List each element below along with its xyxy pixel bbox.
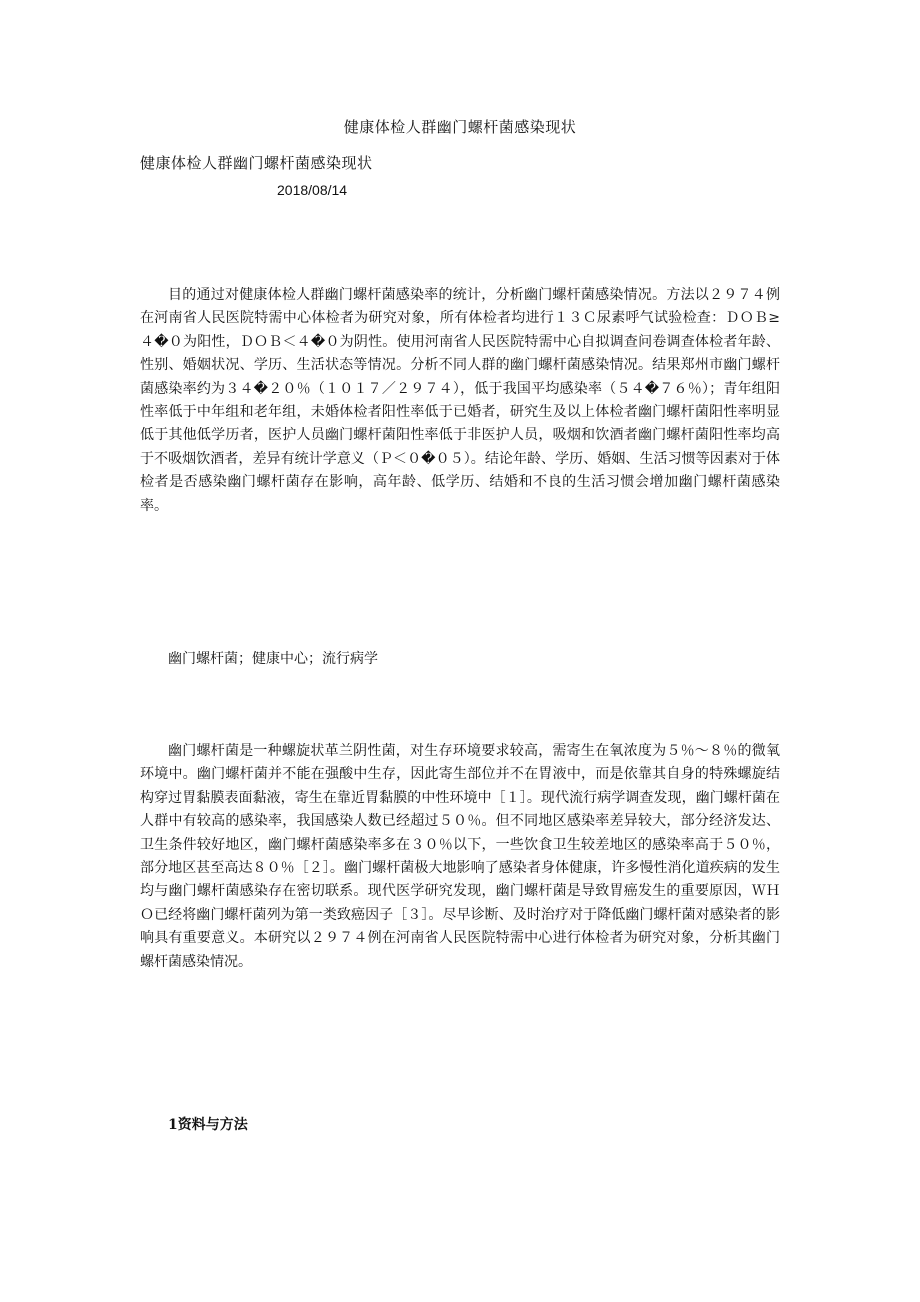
keywords-paragraph: 幽门螺杆菌；健康中心；流行病学: [168, 651, 378, 667]
document-date: 2018/08/14: [277, 182, 348, 198]
document-title: 健康体检人群幽门螺杆菌感染现状: [343, 118, 577, 136]
abstract-paragraph: 目的通过对健康体检人群幽门螺杆菌感染率的统计，分析幽门螺杆菌感染情况。方法以２９７４例在河南省人民医院特需中心体检者为研究对象，所有体检者均进行１３Ｃ尿素呼气试验检查：ＤＯＢ≥４�０为阳性，ＤＯＢ＜４�０为阴性。使用河南省人民医院特需中心自拟调查问卷调查体检者年龄、性别、婚姻状况、学历、生活状态等情况。分析不同人群的幽门螺杆菌感染情况。结果郑州市幽门螺杆菌感染率约为３４�２０％（１０１７／２９７４），低于我国平均感染率（５４�７６％）；青年组阳性率低于中年组和老年组，未婚体检者阳性率低于已婚者，研究生及以上体检者幽门螺杆菌阳性率明显低于其他低学历者，医护人员幽门螺杆菌阳性率低于非医护人员，吸烟和饮酒者幽门螺杆菌阳性率均高于不吸烟饮酒者，差异有统计学意义（Ｐ＜０�０５）。结论年龄、学历、婚姻、生活习惯等因素对于体检者是否感染幽门螺杆菌存在影响，高年龄、低学历、结婚和不良的生活习惯会增加幽门螺杆菌感染率。: [140, 287, 780, 514]
section-heading: 1资料与方法: [168, 1117, 248, 1133]
introduction-paragraph: 幽门螺杆菌是一种螺旋状革兰阴性菌，对生存环境要求较高，需寄生在氧浓度为５％～８％的微氧环境中。幽门螺杆菌并不能在强酸中生存，因此寄生部位并不在胃液中，而是依靠其自身的特殊螺旋结构穿过胃黏膜表面黏液，寄生在靠近胃黏膜的中性环境中［１］。现代流行病学调查发现，幽门螺杆菌在人群中有较高的感染率，我国感染人数已经超过５０％。但不同地区感染率差异较大，部分经济发达、卫生条件较好地区，幽门螺杆菌感染率多在３０％以下，一些饮食卫生较差地区的感染率高于５０％，部分地区甚至高达８０％［２］。幽门螺杆菌极大地影响了感染者身体健康，许多慢性消化道疾病的发生均与幽门螺杆菌感染存在密切联系。现代医学研究发现，幽门螺杆菌是导致胃癌发生的重要原因，ＷＨＯ已经将幽门螺杆菌列为第一类致癌因子［３］。尽早诊断、及时治疗对于降低幽门螺杆菌对感染者的影响具有重要意义。本研究以２９７４例在河南省人民医院特需中心进行体检者为研究对象，分析其幽门螺杆菌感染情况。: [140, 743, 780, 970]
document-subtitle: 健康体检人群幽门螺杆菌感染现状: [140, 154, 373, 172]
